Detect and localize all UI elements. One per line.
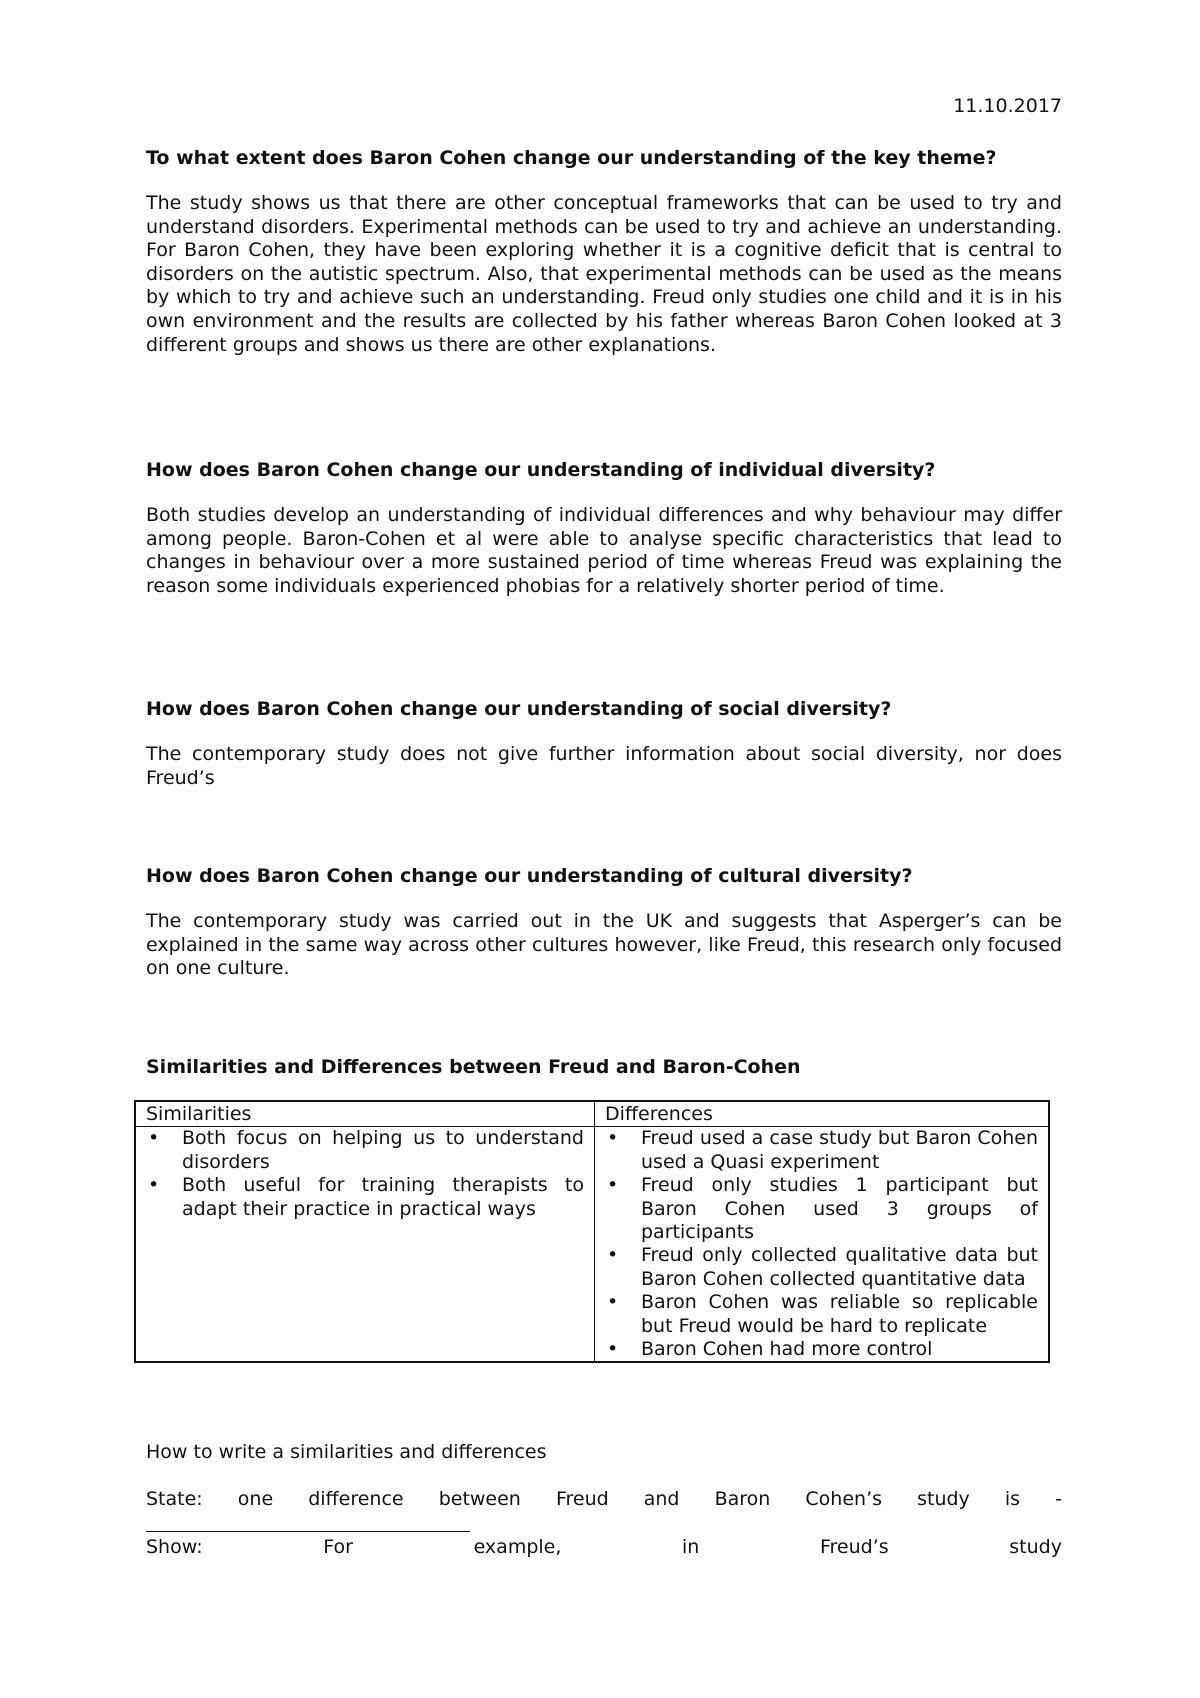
state-line [146,1487,1062,1511]
state-word: Cohen’s [805,1488,883,1510]
list-item: • Both useful for training therapists to adapt their practice in practical ways [148,1174,584,1220]
section-heading: How does Baron Cohen change our understanding of cultural diversity? [146,865,913,887]
list-item: • Freud used a case study but Baron Cohen used a Quasi experiment [607,1127,1038,1173]
show-word: Show: [146,1536,203,1558]
bullet-icon: • [607,1127,619,1150]
show-word: study [1009,1536,1062,1558]
section-individual-diversity [146,458,1062,598]
state-word: - [1055,1488,1062,1510]
bullet-icon: • [148,1127,160,1150]
section-body: Both studies develop an understanding of individual differences and why behaviour may differ among people. Baron-Cohen et al were able to analyse specific characteristics that lead to changes in behaviour over a more sustained period of time whereas Freud was explaining the reason some individuals experienced phobias for a relatively shorter period of time. [146,504,1062,597]
section-body: The study shows us that there are other conceptual frameworks that can be used to try and understand disorders. Experimental methods can be used to try and achieve an understanding. For Baron Cohen, they have been exploring whether it is a cognitive deficit that is central to disorders on the autistic spectrum. Also, that experimental methods can be used as the means by which to try and achieve such an understanding. Freud only studies one child and it is in his own environment and the results are collected by his father whereas Baron Cohen looked at 3 different groups and shows us there are other explanations. [146,192,1062,356]
differences-header: Differences [595,1101,1050,1127]
similarities-cell [135,1127,595,1363]
show-word: example, [473,1536,562,1558]
similarities-header: Similarities [135,1101,595,1127]
show-line [146,1535,1062,1559]
bullet-icon: • [607,1174,619,1197]
bullet-icon: • [148,1174,160,1197]
section-cultural-diversity [146,864,1062,981]
state-word: is [1004,1488,1021,1510]
section-social-diversity [146,697,1062,790]
section-heading: How does Baron Cohen change our understanding of individual diversity? [146,459,936,481]
show-word: Freud’s [819,1536,889,1558]
section-similarities-differences [146,1055,1062,1079]
section-body: The contemporary study does not give further information about social diversity, nor does Freud’s [146,743,1062,789]
state-word: and [643,1488,680,1510]
section-heading: How does Baron Cohen change our understanding of social diversity? [146,698,892,720]
state-word: difference [308,1488,404,1510]
state-word: State: [146,1488,203,1510]
howto-title: How to write a similarities and differences [146,1441,547,1463]
table-title: Similarities and Differences between Freud and Baron-Cohen [146,1056,801,1078]
differences-cell [595,1127,1050,1363]
section-key-theme [146,146,1062,357]
state-word: between [438,1488,521,1510]
show-word: For [323,1536,353,1558]
state-word: Baron [714,1488,771,1510]
bullet-icon: • [607,1291,619,1314]
section-heading: To what extent does Baron Cohen change our understanding of the key theme? [146,147,997,169]
fill-in-blank-line [146,1531,470,1532]
list-item: • Baron Cohen was reliable so replicable but Freud would be hard to replicate [607,1291,1038,1337]
list-item: • Freud only studies 1 participant but Baron Cohen used 3 groups of participants [607,1174,1038,1244]
bullet-icon: • [607,1244,619,1267]
similarities-differences-table [134,1100,1050,1363]
similarities-list [146,1127,584,1221]
state-word: study [917,1488,970,1510]
table-row [135,1127,1049,1363]
table-header-row [135,1101,1049,1127]
bullet-icon: • [607,1338,619,1361]
list-item: • Freud only collected qualitative data but Baron Cohen collected quantitative data [607,1244,1038,1290]
show-word: in [682,1536,700,1558]
section-body: The contemporary study was carried out in the UK and suggests that Asperger’s can be explained in the same way across other cultures however, like Freud, this research only focused on one culture. [146,910,1062,980]
state-word: one [237,1488,274,1510]
list-item: • Both focus on helping us to understand disorders [148,1127,584,1173]
state-word: Freud [555,1488,609,1510]
list-item: • Baron Cohen had more control [607,1338,933,1361]
document-date: 11.10.2017 [953,95,1062,117]
differences-list [605,1127,1038,1361]
